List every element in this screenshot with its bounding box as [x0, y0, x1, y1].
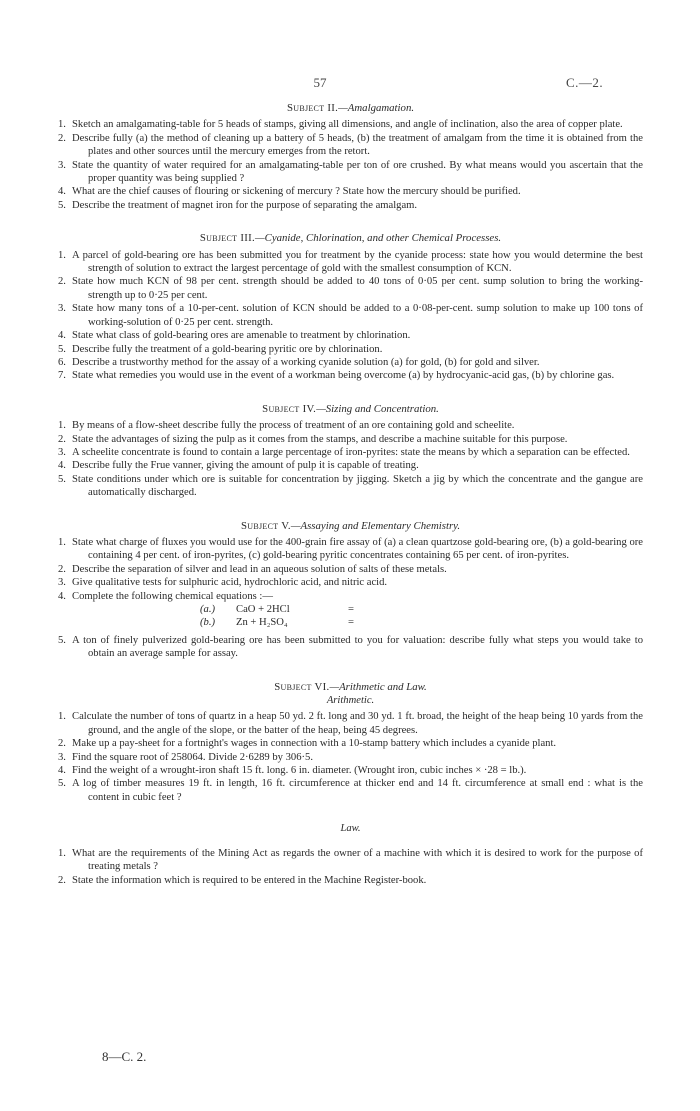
question-item [58, 433, 643, 446]
subheading-arithmetic: Arithmetic. [326, 695, 375, 707]
question-number: 2. [58, 276, 66, 288]
question-item [58, 369, 643, 382]
question-text: State what charge of fluxes you would use for the 400-grain fire assay of (a) a clean quartzose gold-bearing ore, (b) a gold-bearing ore containing 4 per cent. of iron-pyrites, (c) gold-bearing pyritic concentrates containing 65 per cent. of iron-pyrites. [72, 536, 643, 562]
question-text: What are the requirements of the Mining Act as regards the owner of a machine with which it is desired to work for the purpose of treating metals ? [72, 847, 643, 873]
question-text: Complete the following chemical equations :— [72, 590, 273, 602]
question-number: 4. [58, 765, 66, 777]
question-number: 4. [58, 590, 66, 602]
question-item [58, 563, 643, 576]
subheading-law: Law. [340, 823, 361, 835]
equation-row [200, 616, 643, 629]
question-text: Describe the treatment of magnet iron for the purpose of separating the amalgam. [72, 199, 418, 211]
question-text: By means of a flow-sheet describe fully the process of treatment of an ore containing gold and scheelite. [72, 420, 515, 432]
question-list-arithmetic [58, 710, 643, 804]
question-item [58, 199, 643, 212]
question-list-assaying-continued [58, 634, 643, 661]
question-item [58, 737, 643, 750]
question-item [58, 356, 643, 369]
question-number: 3. [58, 446, 66, 458]
question-text: State conditions under which ore is suitable for concentration by jigging. Sketch a jig by which the concentrate and the gangue are automatically discharged. [72, 473, 643, 499]
section-heading-sizing: Subject IV.—Sizing and Concentration. [262, 402, 439, 415]
question-number: 2. [58, 738, 66, 750]
section-heading-assaying: Subject V.—Assaying and Elementary Chemistry. [240, 519, 461, 532]
question-text: Describe fully (a) the method of cleaning up a battery of 5 heads, (b) the treatment of amalgam from the time it is obtained from the plates and other sources until the mercury emerges from the retort. [72, 132, 643, 158]
question-text: State how much KCN of 98 per cent. strength should be added to 40 tons of 0·05 per cent. sump solution to bring the working-strength up to 0·25 per cent. [72, 276, 643, 301]
question-item [58, 302, 643, 329]
question-item [58, 536, 643, 563]
question-item [58, 473, 643, 500]
question-number: 4. [58, 186, 66, 198]
section-heading-cyanide: Subject III.—Cyanide, Chlorination, and other Chemical Processes. [199, 232, 502, 245]
question-text: Describe fully the treatment of a gold-bearing pyritic ore by chlorination. [72, 343, 383, 355]
question-text: State the quantity of water required for an amalgamating-table per ton of ore crushed. By what means would you ascertain that the proper quantity was being supplied ? [72, 159, 643, 185]
question-list-sizing [58, 419, 643, 499]
question-item [58, 249, 643, 276]
question-text: Describe a trustworthy method for the assay of a working cyanide solution (a) for gold, (b) for gold and silver. [72, 356, 540, 368]
question-number: 5. [58, 634, 66, 646]
question-item [58, 329, 643, 342]
question-item [58, 459, 643, 472]
question-item [58, 764, 643, 777]
question-item [58, 419, 643, 432]
question-number: 2. [58, 874, 66, 886]
question-list-cyanide [58, 249, 643, 383]
question-text: Describe the separation of silver and lead in an aqueous solution of salts of these metals. [72, 563, 447, 575]
question-text: Describe fully the Frue vanner, giving the amount of pulp it is capable of treating. [72, 460, 419, 472]
question-text: A scheelite concentrate is found to contain a large percentage of iron-pyrites: state the means by which a separation can be effected. [72, 446, 630, 458]
question-number: 1. [58, 420, 66, 432]
question-text: Find the weight of a wrought-iron shaft 15 ft. long. 6 in. diameter. (Wrought iron, cubic inches × ·28 = lb.). [72, 765, 527, 777]
question-number: 6. [58, 356, 66, 368]
question-number: 1. [58, 249, 66, 261]
question-text: A log of timber measures 19 ft. in length, 16 ft. circumference at thicker end and 14 ft. circumference at small end : what is the content in cubic feet ? [72, 778, 643, 803]
question-text: Sketch an amalgamating-table for 5 heads of stamps, giving all dimensions, and angle of inclination, also the area of copper plate. [72, 119, 623, 131]
question-text: Calculate the number of tons of quartz in a heap 50 yd. 2 ft. long and 30 yd. 1 ft. broad, the height of the heap being 10 yards from the ground, and the angle of the slope, or the batter of the heap, being 45 degrees. [72, 711, 643, 736]
question-number: 5. [58, 778, 66, 790]
question-number: 5. [58, 473, 66, 485]
question-number: 4. [58, 330, 66, 342]
question-item [58, 710, 643, 737]
question-item [58, 275, 643, 302]
question-text: State the information which is required to be entered in the Machine Register-book. [72, 874, 427, 886]
question-item [58, 847, 643, 874]
question-text: State what class of gold-bearing ores are amenable to treatment by chlorination. [72, 330, 411, 342]
question-item [58, 446, 643, 459]
question-item [58, 777, 643, 804]
equation-label: (b.) [200, 617, 216, 629]
question-number: 2. [58, 563, 66, 575]
equation-rhs: = [348, 617, 354, 629]
page-content [58, 102, 643, 887]
question-item [58, 132, 643, 159]
page-number: 57 [313, 75, 327, 90]
question-number: 1. [58, 536, 66, 548]
equation-label: (a.) [200, 604, 216, 615]
question-list-amalgamation [58, 118, 643, 212]
section-heading-amalgamation: Subject II.—Amalgamation. [286, 102, 415, 114]
question-number: 4. [58, 460, 66, 472]
page-reference: C.—2. [566, 75, 604, 90]
question-text: Give qualitative tests for sulphuric acid, hydrochloric acid, and nitric acid. [72, 577, 388, 589]
question-item [58, 590, 643, 603]
question-number: 3. [58, 303, 66, 315]
question-list-assaying [58, 536, 643, 603]
question-number: 7. [58, 370, 66, 382]
footer-signature: 8—C. 2. [102, 1049, 147, 1064]
question-item [58, 751, 643, 764]
question-item [58, 343, 643, 356]
question-number: 3. [58, 577, 66, 589]
question-text: Make up a pay-sheet for a fortnight's wages in connection with a 10-stamp battery which includes a cyanide plant. [72, 738, 557, 750]
equation-rhs: = [348, 604, 354, 615]
question-number: 3. [58, 751, 66, 763]
question-item [58, 634, 643, 661]
question-number: 1. [58, 711, 66, 723]
chemical-equations [58, 603, 643, 630]
question-item [58, 159, 643, 186]
question-text: State the advantages of sizing the pulp as it comes from the stamps, and describe a machine suitable for this purpose. [72, 433, 568, 445]
question-item [58, 185, 643, 198]
equation-row [200, 603, 643, 616]
question-text: What are the chief causes of flouring or sickening of mercury ? State how the mercury should be purified. [72, 186, 521, 198]
question-text: A parcel of gold-bearing ore has been submitted you for treatment by the cyanide process: state how you would determine the best strength of solution to extract the largest percentage of gold with the smallest consumption of KCN. [72, 249, 643, 275]
equation-lhs: Zn + H₂SO₄ [236, 617, 288, 629]
question-number: 5. [58, 343, 66, 355]
question-text: State how many tons of a 10-per-cent. solution of KCN should be added to a 0·08-per-cent. sump solution to make up 100 tons of working-solution of 0·25 per cent. strength. [72, 303, 643, 328]
question-text: A ton of finely pulverized gold-bearing ore has been submitted to you for valuation: describe fully what steps you would take to obtain an average sample for assay. [72, 634, 643, 660]
question-list-law [58, 847, 643, 887]
question-text: State what remedies you would use in the event of a workman being overcome (a) by hydrocyanic-acid gas, (b) by chlorine gas. [72, 370, 615, 382]
question-number: 1. [58, 847, 66, 859]
section-heading-arithmetic-law: Subject VI.—Arithmetic and Law. [274, 680, 427, 693]
question-number: 3. [58, 159, 66, 171]
equation-lhs: CaO + 2HCl [236, 604, 290, 615]
question-number: 1. [58, 119, 66, 131]
question-item [58, 118, 643, 131]
question-item [58, 576, 643, 589]
question-number: 2. [58, 433, 66, 445]
question-number: 2. [58, 132, 66, 144]
question-number: 5. [58, 199, 66, 211]
question-item [58, 874, 643, 887]
question-text: Find the square root of 258064. Divide 2·6289 by 306·5. [72, 751, 313, 763]
